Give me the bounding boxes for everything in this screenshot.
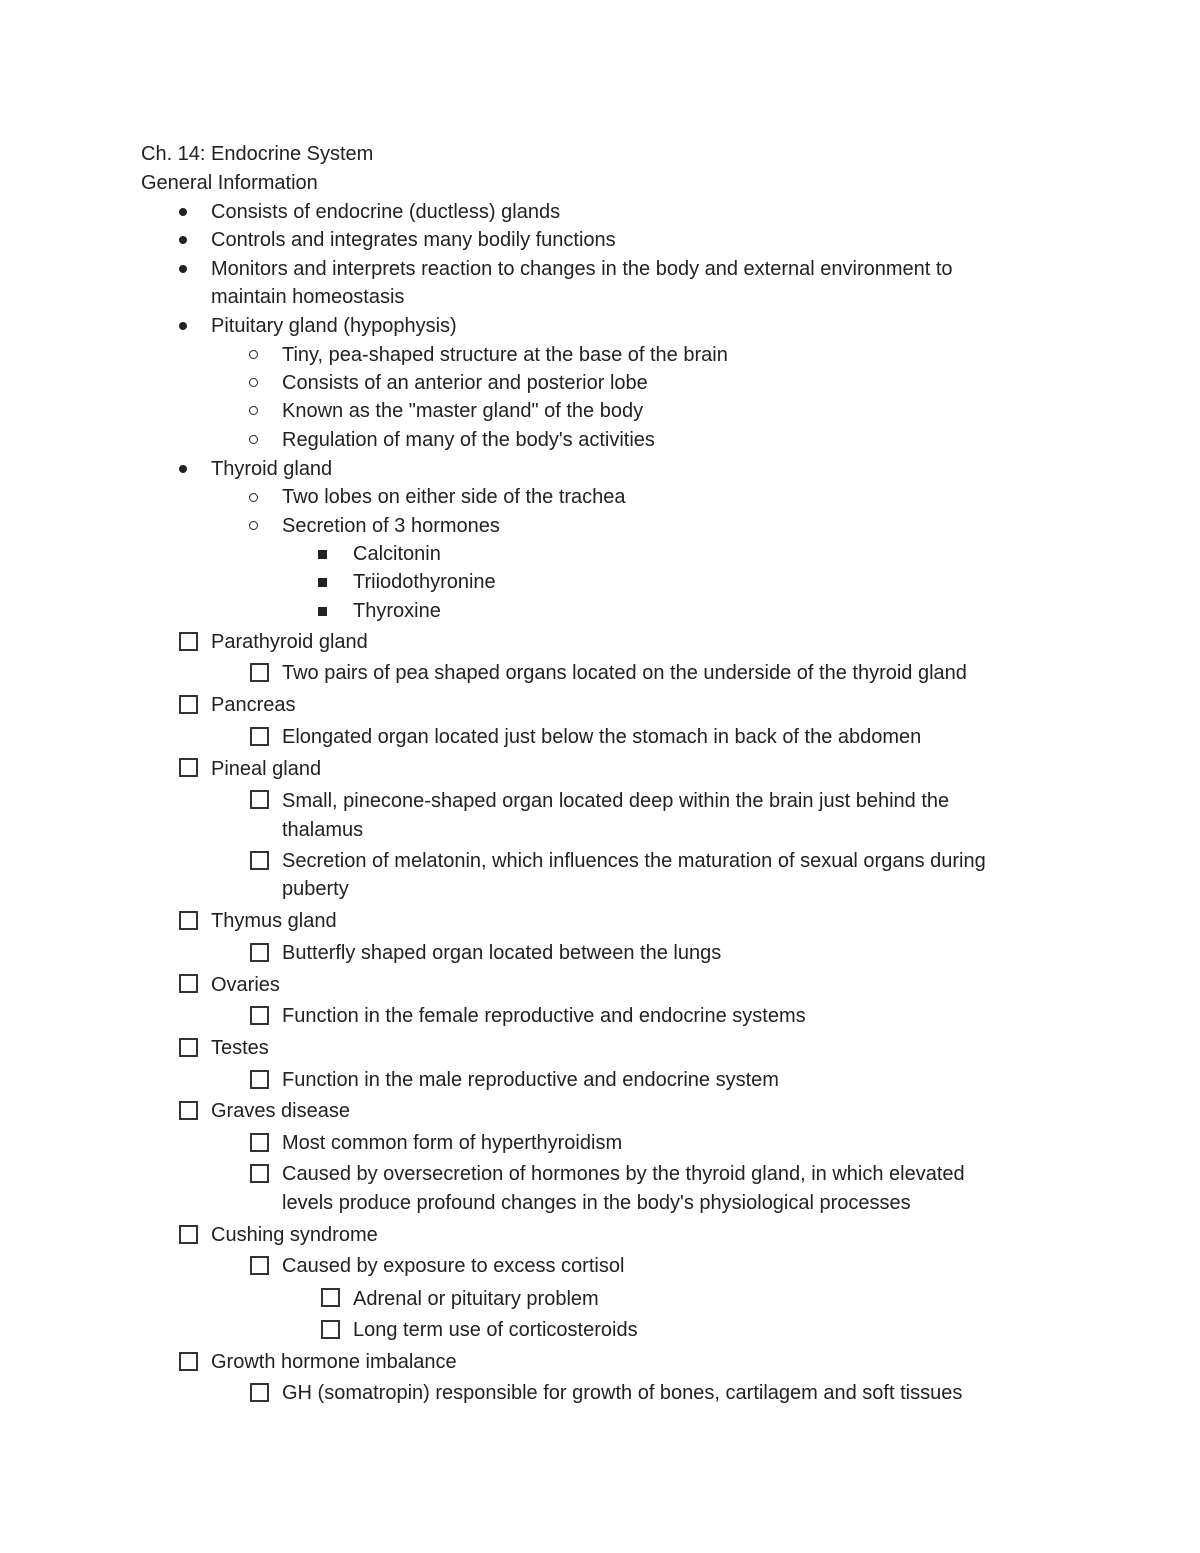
checkbox-icon[interactable] xyxy=(179,1225,198,1244)
checkbox-icon[interactable] xyxy=(250,790,269,809)
list-item: Thyroid gland xyxy=(211,458,333,480)
list-item-continuation: maintain homeostasis xyxy=(211,286,405,308)
checkbox-icon[interactable] xyxy=(250,1256,269,1275)
checklist-item: Ovaries xyxy=(211,974,280,996)
checklist-item-continuation: puberty xyxy=(282,878,349,900)
checkbox-icon[interactable] xyxy=(250,1006,269,1025)
bullet-dot-icon xyxy=(179,265,187,273)
bullet-square-icon xyxy=(318,607,327,616)
bullet-dot-icon xyxy=(179,236,187,244)
bullet-ring-icon xyxy=(249,406,258,415)
list-item: Triiodothyronine xyxy=(353,571,496,593)
checkbox-icon[interactable] xyxy=(179,1101,198,1120)
list-item: Pituitary gland (hypophysis) xyxy=(211,315,457,337)
checkbox-icon[interactable] xyxy=(179,974,198,993)
bullet-ring-icon xyxy=(249,435,258,444)
bullet-ring-icon xyxy=(249,378,258,387)
checkbox-icon[interactable] xyxy=(250,1383,269,1402)
checkbox-icon[interactable] xyxy=(250,851,269,870)
checklist-item: Testes xyxy=(211,1037,269,1059)
checklist-item: Small, pinecone-shaped organ located deep within the brain just behind the xyxy=(282,790,950,812)
bullet-square-icon xyxy=(318,550,327,559)
checklist-item: Parathyroid gland xyxy=(211,631,368,653)
checklist-item: Growth hormone imbalance xyxy=(211,1351,457,1373)
checklist-item-continuation: levels produce profound changes in the body's physiological processes xyxy=(282,1192,911,1214)
checklist-item: GH (somatropin) responsible for growth of bones, cartilagem and soft tissues xyxy=(282,1382,963,1404)
checklist-item: Butterfly shaped organ located between the lungs xyxy=(282,942,722,964)
checkbox-icon[interactable] xyxy=(250,943,269,962)
checklist-item: Two pairs of pea shaped organs located on the underside of the thyroid gland xyxy=(282,662,967,684)
bullet-dot-icon xyxy=(179,465,187,473)
list-item: Regulation of many of the body's activities xyxy=(282,429,655,451)
checklist-item: Caused by oversecretion of hormones by the thyroid gland, in which elevated xyxy=(282,1163,965,1185)
checklist-item: Secretion of melatonin, which influences the maturation of sexual organs during xyxy=(282,850,986,872)
checklist-item: Thymus gland xyxy=(211,910,337,932)
checklist-item: Pineal gland xyxy=(211,758,322,780)
checkbox-icon[interactable] xyxy=(250,1164,269,1183)
list-item: Tiny, pea-shaped structure at the base of the brain xyxy=(282,344,728,366)
bullet-ring-icon xyxy=(249,521,258,530)
checklist-item: Function in the female reproductive and endocrine systems xyxy=(282,1005,806,1027)
checklist-item: Adrenal or pituitary problem xyxy=(353,1288,599,1310)
bullet-ring-icon xyxy=(249,493,258,502)
checklist-item: Elongated organ located just below the stomach in back of the abdomen xyxy=(282,726,922,748)
checklist-item: Most common form of hyperthyroidism xyxy=(282,1132,623,1154)
list-item: Consists of endocrine (ductless) glands xyxy=(211,201,561,223)
document-title: Ch. 14: Endocrine System xyxy=(141,143,374,165)
checkbox-icon[interactable] xyxy=(179,1352,198,1371)
list-item: Monitors and interprets reaction to changes in the body and external environment to xyxy=(211,258,953,280)
checkbox-icon[interactable] xyxy=(179,632,198,651)
checkbox-icon[interactable] xyxy=(250,727,269,746)
bullet-dot-icon xyxy=(179,322,187,330)
section-heading: General Information xyxy=(141,172,318,194)
checkbox-icon[interactable] xyxy=(321,1288,340,1307)
checkbox-icon[interactable] xyxy=(179,1038,198,1057)
checklist-item-continuation: thalamus xyxy=(282,819,364,841)
checklist-item: Caused by exposure to excess cortisol xyxy=(282,1255,625,1277)
bullet-square-icon xyxy=(318,578,327,587)
list-item: Controls and integrates many bodily functions xyxy=(211,229,616,251)
list-item: Calcitonin xyxy=(353,543,441,565)
checkbox-icon[interactable] xyxy=(321,1320,340,1339)
checklist-item: Cushing syndrome xyxy=(211,1224,378,1246)
list-item: Two lobes on either side of the trachea xyxy=(282,486,626,508)
checkbox-icon[interactable] xyxy=(179,695,198,714)
checklist-item: Long term use of corticosteroids xyxy=(353,1319,638,1341)
bullet-ring-icon xyxy=(249,350,258,359)
list-item: Secretion of 3 hormones xyxy=(282,515,500,537)
checklist-item: Graves disease xyxy=(211,1100,350,1122)
checkbox-icon[interactable] xyxy=(250,1133,269,1152)
list-item: Thyroxine xyxy=(353,600,441,622)
list-item: Consists of an anterior and posterior lobe xyxy=(282,372,648,394)
bullet-dot-icon xyxy=(179,208,187,216)
checkbox-icon[interactable] xyxy=(250,1070,269,1089)
checkbox-icon[interactable] xyxy=(179,911,198,930)
checkbox-icon[interactable] xyxy=(250,663,269,682)
list-item: Known as the "master gland" of the body xyxy=(282,400,644,422)
checkbox-icon[interactable] xyxy=(179,758,198,777)
checklist-item: Pancreas xyxy=(211,694,296,716)
checklist-item: Function in the male reproductive and endocrine system xyxy=(282,1069,779,1091)
